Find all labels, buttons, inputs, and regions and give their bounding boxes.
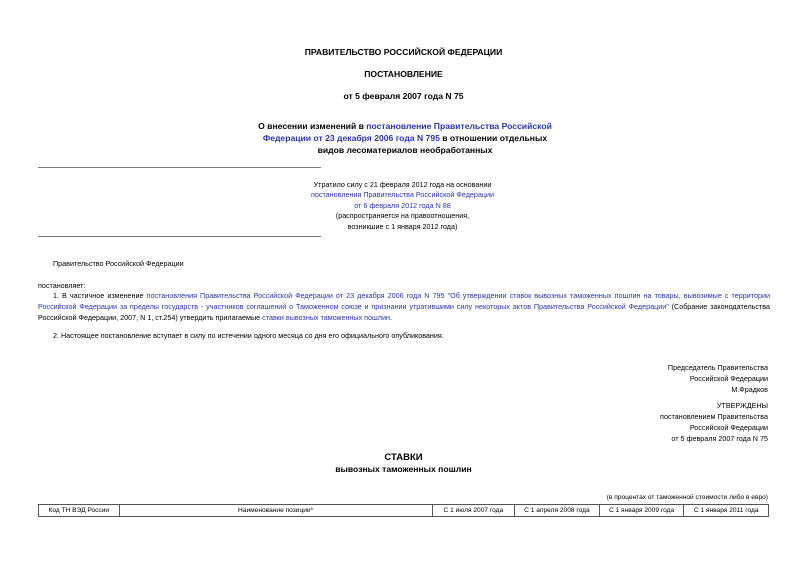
document-date-number: от 5 февраля 2007 года N 75 bbox=[343, 91, 464, 101]
paragraph-item-2: 2. Настоящее постановление вступает в силу по истечении одного месяца со дня его официального опубликования. bbox=[53, 331, 444, 340]
column-header-2011: С 1 января 2011 года bbox=[684, 505, 769, 517]
approved-line: Российской Федерации bbox=[689, 423, 768, 432]
approved-line: УТВЕРЖДЕНЫ bbox=[716, 401, 768, 410]
government-heading: ПРАВИТЕЛЬСТВО РОССИЙСКОЙ ФЕДЕРАЦИИ bbox=[304, 47, 503, 57]
issuer: Правительство Российской Федерации bbox=[53, 259, 184, 268]
link-rates[interactable]: ставки вывозных таможенных пошлин bbox=[262, 313, 390, 322]
divider-top bbox=[38, 167, 321, 168]
paragraph-text: . bbox=[389, 313, 392, 322]
table-header-row bbox=[39, 505, 769, 517]
lapsed-notice-line: Утратило силу с 21 февраля 2012 года на основании bbox=[313, 180, 492, 189]
column-header-2008: С 1 апреля 2008 года bbox=[515, 505, 600, 517]
column-header-2007: С 1 июля 2007 года bbox=[432, 505, 515, 517]
lapsed-notice bbox=[230, 180, 575, 232]
signature-line: Российской Федерации bbox=[689, 374, 768, 383]
document-type: ПОСТАНОВЛЕНИЕ bbox=[364, 69, 443, 79]
title-link-resolution-795[interactable]: постановление Правительства Российской Федерации от 23 декабря 2006 года N 795 bbox=[262, 121, 552, 143]
rates-unit-note: (в процентах от таможенной стоимости либо в евро) bbox=[606, 494, 768, 501]
paragraph-text: 1. В частичное изменение bbox=[53, 291, 147, 300]
lapsed-notice-link[interactable]: постановления Правительства Российской Федерации bbox=[310, 190, 495, 200]
signature-line: Председатель Правительства bbox=[667, 363, 768, 372]
title-text: в отношении отдельных видов лесоматериалов необработанных bbox=[317, 133, 548, 155]
rates-subtitle: вывозных таможенных пошлин bbox=[335, 464, 472, 474]
lapsed-notice-line: возникшие с 1 января 2012 года) bbox=[347, 221, 458, 231]
signature-block bbox=[470, 362, 768, 395]
column-header-2009: С 1 января 2009 года bbox=[599, 505, 684, 517]
title-text: О внесении изменений в bbox=[258, 121, 367, 131]
paragraph-text: (Собрание законодательства Российской Федерации, 2007, N 1, ст.254) утвердить прилагаемые bbox=[38, 302, 770, 322]
approved-line: от 5 февраля 2007 года N 75 bbox=[671, 434, 768, 443]
paragraph-item-1 bbox=[38, 290, 770, 323]
approved-line: постановлением Правительства bbox=[660, 412, 768, 421]
signature-name: М.Фрадков bbox=[731, 385, 768, 394]
column-header-name: Наименование позиции* bbox=[119, 505, 432, 517]
rates-title: СТАВКИ bbox=[384, 452, 423, 463]
document-title bbox=[250, 120, 560, 156]
rates-table bbox=[38, 504, 769, 517]
column-header-code: Код ТН ВЭД России bbox=[39, 505, 120, 517]
link-resolution-795[interactable]: постановления Правительства Российской Федерации от 23 декабря 2006 года N 795 "Об утверждении ставок вывозных таможенных пошлин на товары, вывозимые с территории Российской Федерации за пределы государств - участников соглашений о Таможенном союзе и признании утратившими силу некоторых актов Правительства Российской Федерации" bbox=[38, 291, 770, 311]
approved-block bbox=[470, 400, 768, 444]
resolves-word: постановляет: bbox=[38, 281, 86, 290]
divider-bottom bbox=[38, 236, 321, 237]
lapsed-notice-link-date[interactable]: от 6 февраля 2012 года N 88 bbox=[354, 200, 451, 210]
lapsed-notice-line: (распространяется на правоотношения, bbox=[335, 211, 470, 221]
